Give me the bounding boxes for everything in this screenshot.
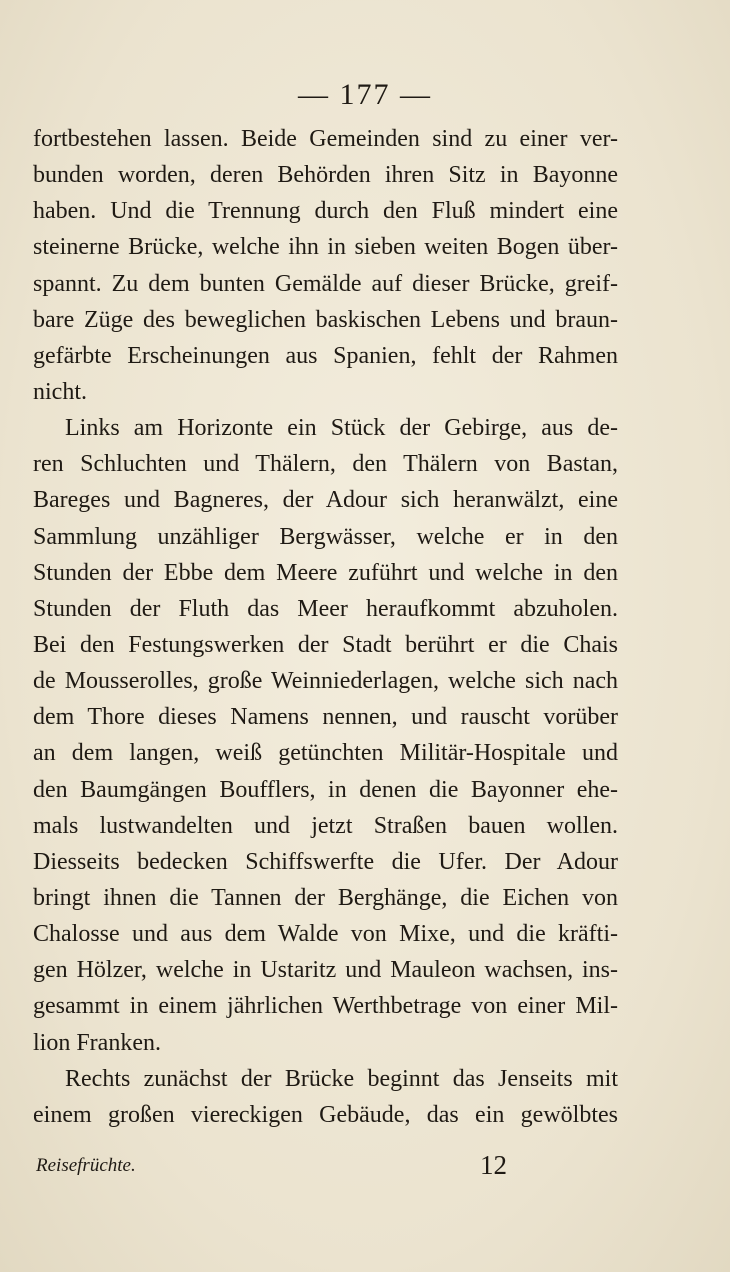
- page-number-header: — 177 —: [298, 78, 432, 111]
- text-line: Stunden der Fluth das Meer heraufkommt abzuholen.: [33, 595, 618, 622]
- text-line: de Mousserolles, große Weinniederlagen, welche sich nach: [33, 668, 618, 695]
- text-line: Diesseits bedecken Schiffswerfte die Ufer. Der Adour: [33, 848, 618, 875]
- text-line: gefärbte Erscheinungen aus Spanien, fehlt der Rahmen: [33, 342, 618, 369]
- text-line: ren Schluchten und Thälern, den Thälern von Bastan,: [33, 451, 618, 478]
- text-line: gen Hölzer, welche in Ustaritz und Mauleon wachsen, ins-: [33, 957, 618, 984]
- text-line: einem großen viereckigen Gebäude, das ein gewölbtes: [33, 1101, 618, 1128]
- text-line: den Baumgängen Boufflers, in denen die Bayonner ehe-: [33, 776, 618, 803]
- text-line: haben. Und die Trennung durch den Fluß mindert eine: [33, 198, 618, 225]
- text-line: fortbestehen lassen. Beide Gemeinden sind zu einer ver-: [33, 126, 618, 152]
- text-line: Bareges und Bagneres, der Adour sich heranwälzt, eine: [33, 487, 618, 514]
- text-line: Sammlung unzähliger Bergwässer, welche er in den: [33, 523, 618, 550]
- text-line: Chalosse und aus dem Walde von Mixe, und die kräfti-: [33, 921, 618, 948]
- text-line: nicht.: [33, 378, 87, 405]
- text-line: spannt. Zu dem bunten Gemälde auf dieser Brücke, greif-: [33, 270, 618, 297]
- text-line: Rechts zunächst der Brücke beginnt das Jenseits mit: [65, 1065, 618, 1092]
- text-line: bare Züge des beweglichen baskischen Lebens und braun-: [33, 306, 618, 333]
- text-line: gesammt in einem jährlichen Werthbetrage von einer Mil-: [33, 993, 618, 1020]
- signature-number: 12: [480, 1150, 507, 1180]
- text-line: an dem langen, weiß getünchten Militär-Hospitale und: [33, 740, 618, 767]
- text-line: steinerne Brücke, welche ihn in sieben weiten Bogen über-: [33, 234, 618, 261]
- text-line: bringt ihnen die Tannen der Berghänge, die Eichen von: [33, 884, 618, 911]
- text-line: dem Thore dieses Namens nennen, und rauscht vorüber: [33, 704, 618, 731]
- text-line: bunden worden, deren Behörden ihren Sitz in Bayonne: [33, 162, 618, 189]
- body-text: [33, 121, 618, 1133]
- text-line: Links am Horizonte ein Stück der Gebirge, aus de-: [65, 415, 618, 442]
- text-line: lion Franken.: [33, 1029, 161, 1056]
- signature-mark: Reisefrüchte.: [36, 1155, 136, 1176]
- text-line: Bei den Festungswerken der Stadt berührt er die Chais: [33, 631, 618, 658]
- text-line: Stunden der Ebbe dem Meere zuführt und welche in den: [33, 559, 618, 586]
- text-line: mals lustwandelten und jetzt Straßen bauen wollen.: [33, 812, 618, 839]
